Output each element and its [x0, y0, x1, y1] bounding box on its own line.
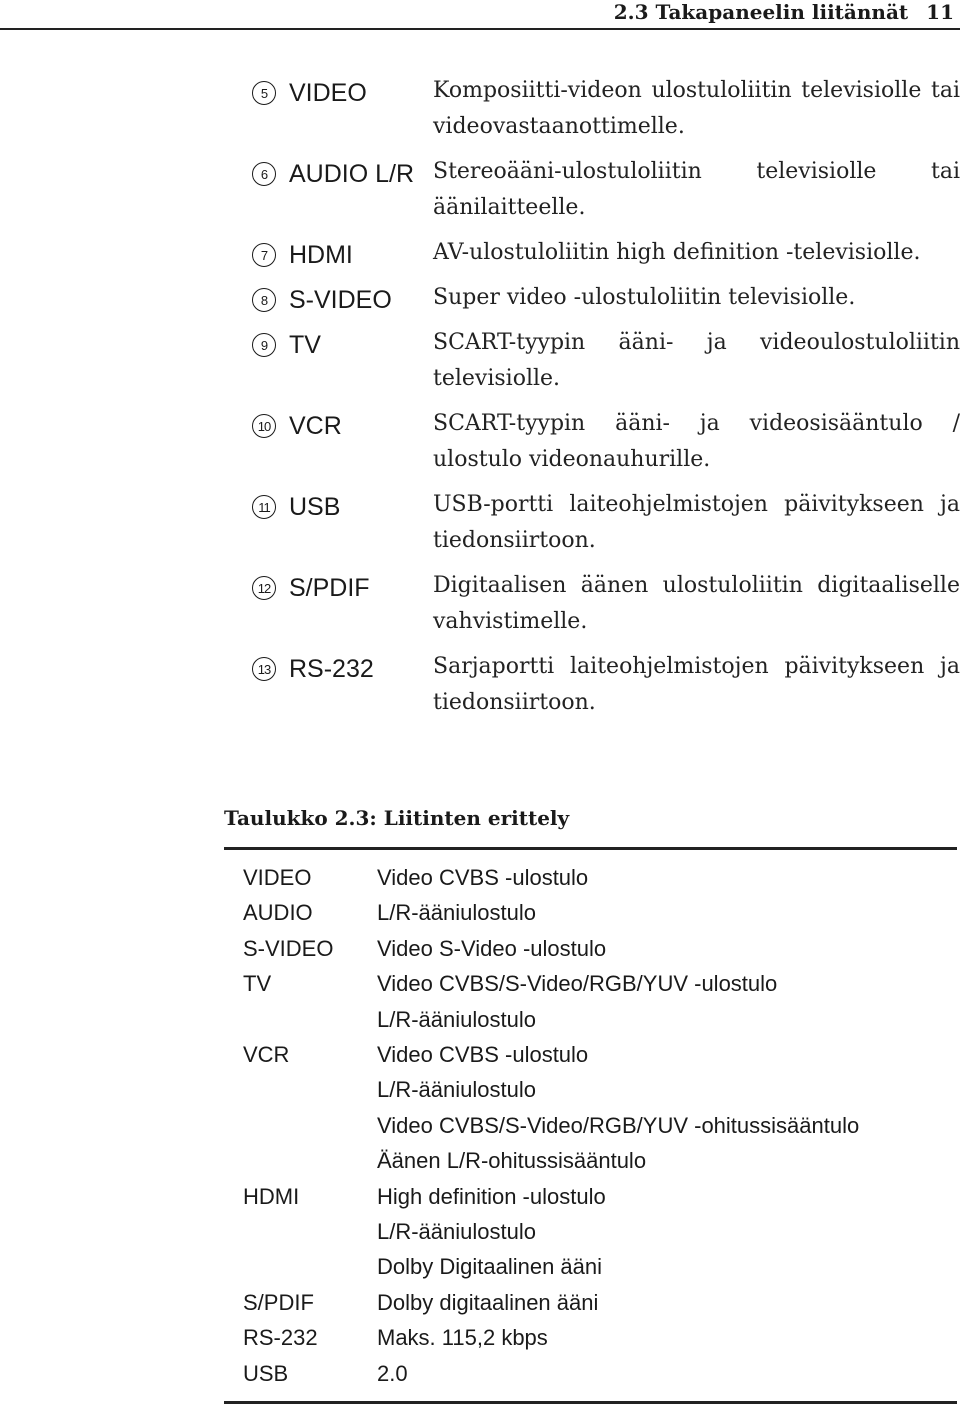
connector-number-badge: 9 [252, 333, 276, 357]
spec-values [377, 966, 777, 1037]
spec-key: VCR [243, 1042, 290, 1068]
spec-value: L/R-ääniulostulo [377, 1219, 536, 1245]
connector-number-badge: 10 [252, 414, 276, 438]
section-title: 2.3 Takapaneelin liitännät [613, 0, 909, 24]
connector-item [252, 325, 960, 397]
connector-description: SCART-tyypin ääni- ja videosisääntulo / ulostulo videonauhurille. [433, 411, 960, 472]
connector-name: TV [289, 331, 321, 359]
spec-value: L/R-ääniulostulo [377, 900, 536, 926]
spec-values [377, 895, 536, 930]
table-row [224, 1037, 957, 1179]
spec-values [377, 1037, 859, 1179]
table-caption: Taulukko 2.3: Liitinten erittely [224, 806, 570, 830]
connector-item [252, 154, 960, 226]
spec-key: RS-232 [243, 1325, 318, 1351]
spec-values [377, 1285, 598, 1320]
connector-item [252, 73, 960, 145]
connector-item [252, 235, 960, 271]
connector-number-badge: 8 [252, 288, 276, 312]
connector-number-badge: 12 [252, 576, 276, 600]
table-row [224, 860, 957, 895]
connector-item [252, 280, 960, 316]
connector-term [252, 237, 432, 273]
connector-description: Stereoääni-ulostuloliitin televisiolle tai äänilaitteelle. [433, 159, 960, 220]
connector-number-badge: 6 [252, 162, 276, 186]
table-row [224, 966, 957, 1037]
spec-value: Video CVBS -ulostulo [377, 865, 589, 890]
spec-value: L/R-ääniulostulo [377, 1006, 536, 1032]
spec-values [377, 1356, 408, 1391]
spec-value: Video CVBS -ulostulo [377, 1042, 589, 1068]
connector-name: VCR [289, 412, 342, 440]
connector-description: USB-portti laiteohjelmistojen päivitykseen ja tiedonsiirtoon. [433, 492, 960, 553]
connector-term [252, 489, 432, 525]
connector-name: HDMI [289, 241, 353, 269]
connector-name: USB [289, 493, 341, 521]
connector-description: Sarjaportti laiteohjelmistojen päivitykseen ja tiedonsiirtoon. [433, 654, 960, 715]
table-row [224, 1356, 957, 1391]
table-row [224, 1320, 957, 1355]
spec-value: Maks. 115,2 kbps [377, 1325, 548, 1351]
table-row [224, 895, 957, 930]
spec-value: L/R-ääniulostulo [377, 1077, 536, 1103]
connector-number-badge: 5 [252, 81, 276, 105]
connector-term [252, 408, 432, 444]
header-text [614, 0, 954, 24]
connector-term [252, 570, 432, 606]
table-row [224, 1285, 957, 1320]
running-header [0, 0, 960, 30]
spec-values [377, 931, 606, 966]
connector-description: Super video -ulostuloliitin televisiolle. [433, 285, 856, 310]
spec-value: 2.0 [377, 1360, 408, 1386]
connector-name: S/PDIF [289, 574, 370, 602]
spec-value: Video CVBS/S-Video/RGB/YUV -ohitussisääntulo [377, 1112, 860, 1138]
spec-key: S/PDIF [243, 1289, 314, 1315]
connector-term [252, 651, 432, 687]
spec-key: HDMI [243, 1183, 300, 1209]
spec-key: VIDEO [243, 865, 312, 890]
spec-values [377, 860, 588, 895]
spec-values [377, 1179, 606, 1285]
spec-value: Dolby Digitaalinen ääni [377, 1254, 603, 1280]
connector-number-badge: 11 [252, 495, 276, 519]
connector-list [252, 73, 960, 730]
connector-term [252, 327, 432, 363]
connector-item [252, 568, 960, 640]
spec-value: Äänen L/R-ohitussisääntulo [377, 1148, 647, 1174]
spec-key: TV [243, 971, 272, 997]
connector-description: SCART-tyypin ääni- ja videoulostuloliitin televisiolle. [433, 330, 960, 391]
connector-item [252, 649, 960, 721]
spec-values [377, 1320, 548, 1355]
connector-term [252, 75, 432, 111]
table-row [224, 1179, 957, 1285]
spec-value: Dolby digitaalinen ääni [377, 1289, 599, 1315]
connector-name: AUDIO L/R [289, 160, 415, 188]
connector-term [252, 282, 432, 318]
spec-value: High definition -ulostulo [377, 1183, 606, 1209]
connector-item [252, 406, 960, 478]
connector-number-badge: 7 [252, 243, 276, 267]
connector-number-badge: 13 [252, 657, 276, 681]
spec-key: AUDIO [243, 900, 313, 926]
connector-description: AV-ulostuloliitin high definition -televisiolle. [433, 240, 921, 265]
spec-key: USB [243, 1360, 289, 1386]
connector-name: S-VIDEO [289, 286, 392, 314]
connector-item [252, 487, 960, 559]
page-number: 11 [926, 0, 954, 24]
connector-description: Komposiitti-videon ulostuloliitin televisiolle tai videovastaanottimelle. [433, 78, 960, 139]
spec-value: Video CVBS/S-Video/RGB/YUV -ulostulo [377, 971, 778, 997]
connector-term [252, 156, 432, 192]
table-row [224, 931, 957, 966]
connector-name: VIDEO [289, 79, 367, 107]
connector-name: RS-232 [289, 655, 374, 683]
spec-value: Video S-Video -ulostulo [377, 935, 607, 961]
spec-key: S-VIDEO [243, 935, 334, 961]
connector-spec-table [224, 847, 957, 1404]
connector-description: Digitaalisen äänen ulostuloliitin digitaaliselle vahvistimelle. [433, 573, 960, 634]
